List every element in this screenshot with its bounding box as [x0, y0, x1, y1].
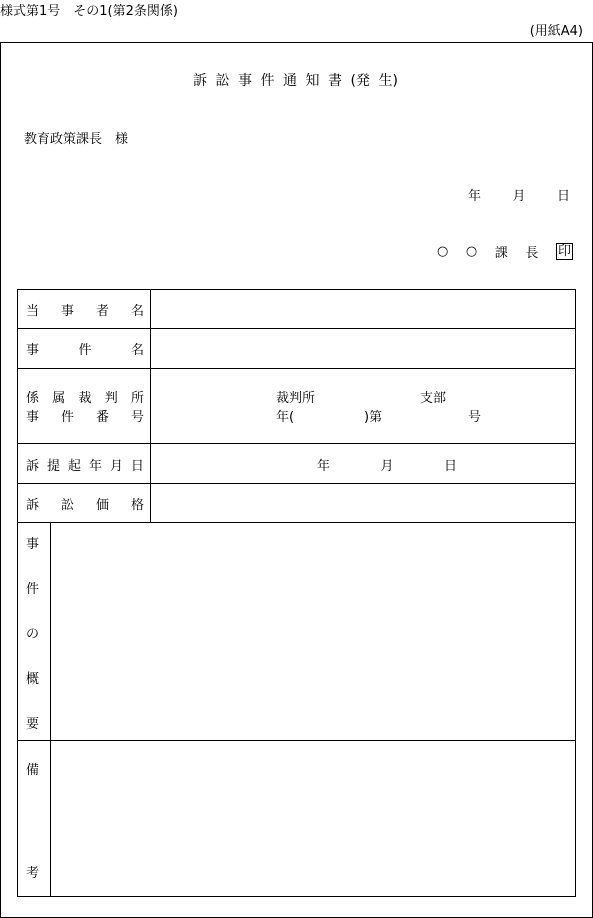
- sender-line: ○ ○ 課 長 印: [437, 244, 571, 261]
- court-label: 係 属 裁 判 所: [26, 391, 144, 406]
- paper-size: (用紙A4): [529, 24, 583, 39]
- case-name-label: 事 件 名: [26, 343, 144, 358]
- filed-date-label: 訴 提 起 年 月 日: [26, 459, 144, 474]
- case-year: 年(: [276, 410, 295, 425]
- party-label: 当 事 者 名: [26, 304, 144, 319]
- case-number-prefix: )第: [364, 410, 383, 425]
- case-number-suffix: 号: [468, 410, 482, 425]
- info-table: [17, 289, 576, 897]
- branch-value: 支部: [420, 391, 447, 406]
- filed-date-value: 年 月 日: [317, 459, 457, 474]
- claim-amount-label: 訴 訟 価 格: [26, 498, 144, 513]
- form-number: 様式第1号 その1(第2条関係): [0, 4, 178, 19]
- court-value: 裁判所: [276, 391, 316, 406]
- case-number-label: 事 件 番 号: [26, 410, 144, 425]
- issue-date: 年 月 日: [468, 189, 570, 204]
- seal-mark: 印: [557, 244, 571, 259]
- document-title: 訴 訟 事 件 通 知 書 (発 生): [193, 73, 398, 89]
- addressee: 教育政策課長 様: [24, 132, 129, 147]
